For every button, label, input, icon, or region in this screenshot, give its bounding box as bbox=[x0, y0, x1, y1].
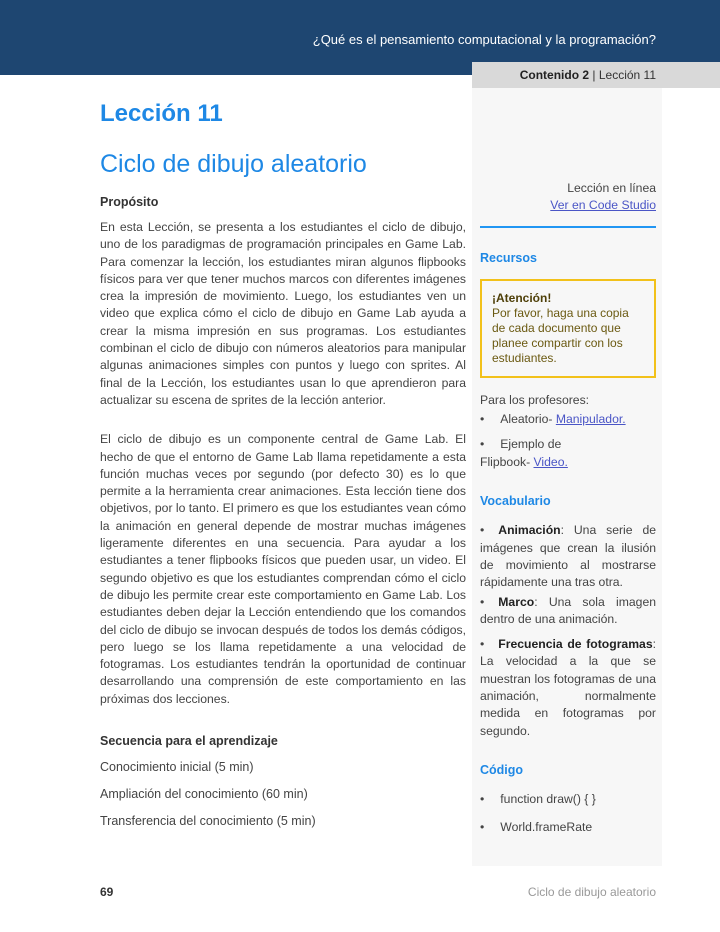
vocab-term: Frecuencia de fotogramas bbox=[498, 637, 653, 652]
resource-item bbox=[480, 436, 590, 471]
lesson-subtitle: Ciclo de dibujo aleatorio bbox=[100, 150, 367, 178]
purpose-heading: Propósito bbox=[100, 195, 159, 209]
vocab-term: Animación bbox=[498, 523, 561, 538]
breadcrumb bbox=[472, 62, 720, 88]
code-item bbox=[480, 791, 656, 808]
code-heading: Código bbox=[480, 762, 524, 777]
header-title: ¿Qué es el pensamiento computacional y la programación? bbox=[312, 32, 656, 47]
code-item bbox=[480, 819, 656, 836]
bullet: • bbox=[480, 412, 485, 427]
resource-text: Ejemplo de Flipbook- bbox=[480, 437, 562, 469]
resource-text: Aleatorio- bbox=[500, 412, 556, 427]
alert-title: ¡Atención! bbox=[492, 290, 552, 305]
sequence-item: Transferencia del conocimiento (5 min) bbox=[100, 814, 316, 829]
vocab-definition: : Una serie de imágenes que crean la ilusión de movimiento al mostrarse rápidamente una tras otra. bbox=[480, 523, 656, 590]
sequence-item: Ampliación del conocimiento (60 min) bbox=[100, 787, 308, 802]
online-label: Lección en línea bbox=[567, 181, 656, 195]
bullet: • bbox=[480, 637, 485, 652]
manipulador-link[interactable]: Manipulador. bbox=[555, 412, 626, 427]
bullet: • bbox=[480, 594, 485, 609]
resource-item bbox=[480, 411, 656, 428]
bullet: • bbox=[480, 792, 485, 807]
vocab-item bbox=[480, 594, 656, 629]
vocab-item bbox=[480, 636, 656, 740]
resources-heading: Recursos bbox=[480, 250, 537, 265]
attention-box bbox=[480, 279, 656, 378]
sidebar-content bbox=[480, 180, 656, 844]
vocab-item bbox=[480, 522, 656, 591]
code-text: World.frameRate bbox=[500, 819, 593, 834]
divider bbox=[480, 226, 656, 228]
sequence-item: Conocimiento inicial (5 min) bbox=[100, 760, 254, 775]
paragraph: En esta Lección, se presenta a los estudiantes el ciclo de dibujo, uno de los paradigmas de programación principales en Game Lab. Para comenzar la lección, los estudiantes miran algunos flipbooks físicos para ver que tener muchos marcos con diferentes imágenes crea la impresión de movimiento. Luego, los estudiantes ven un video que explica cómo el ciclo de dibujo en Game Lab ayuda a crear la misma impresión en sus programas. Los estudiantes combinan el ciclo de dibujo con números aleatorios para manipular algunas animaciones simples con puntos y luego con sprites. Al final de la Lección, los estudiantes usan lo que aprendieron para actualizar su escena de sprites de la lección anterior. bbox=[100, 220, 466, 407]
breadcrumb-separator: | bbox=[589, 68, 599, 82]
video-link[interactable]: Video. bbox=[533, 454, 568, 469]
vocab-definition: : La velocidad a la que se muestran los fotogramas de una animación, normalmente medida en fotogramas por segundo. bbox=[480, 637, 656, 738]
vocab-term: Marco bbox=[498, 594, 535, 609]
bullet: • bbox=[480, 437, 485, 452]
vocab-definition: : Una sola imagen dentro de una animación. bbox=[480, 594, 656, 626]
teachers-label: Para los profesores: bbox=[480, 392, 590, 407]
code-text: function draw() { } bbox=[500, 792, 596, 807]
sequence-heading: Secuencia para el aprendizaje bbox=[100, 734, 278, 749]
lesson-title: Lección 11 bbox=[100, 100, 223, 127]
alert-text: Por favor, haga una copia de cada documento que planee compartir con los estudiantes. bbox=[492, 305, 629, 365]
code-studio-link[interactable]: Ver en Code Studio bbox=[550, 198, 656, 213]
vocabulary-heading: Vocabulario bbox=[480, 494, 551, 509]
paragraph: El ciclo de dibujo es un componente central de Game Lab. El hecho de que el entorno de Game Lab llama repetidamente a esta función muchas veces por segundo (por defecto 30) es lo que permite a la herramienta crear animaciones. Esta lección tiene dos objetivos, por lo tanto. El primero es que los estudiantes vean cómo la animación en general depende de mostrar muchas imágenes ligeramente diferentes en una secuencia. Para ayudar a los estudiantes a tener flipbooks físicos que pueden usar, un video. El segundo objetivo es que los estudiantes comprendan cómo el ciclo de dibujo les permite crear este comportamiento en Game Lab. Los estudiantes deben dejar la Lección entendiendo que los comandos del ciclo de dibujo se invocan después de todos los demás códigos, pero luego se los llama repetidamente a una velocidad de fotogramas. Los estudiantes tendrán la oportunidad de continuar desarrollando una comprensión de este comportamiento en las próximas dos lecciones. bbox=[100, 432, 466, 706]
bullet: • bbox=[480, 819, 485, 834]
bullet: • bbox=[480, 523, 485, 538]
breadcrumb-content: Contenido 2 bbox=[519, 68, 590, 82]
main-content bbox=[100, 100, 466, 841]
footer-title: Ciclo de dibujo aleatorio bbox=[527, 885, 656, 899]
breadcrumb-lesson: Lección 11 bbox=[598, 68, 656, 82]
page-number: 69 bbox=[100, 885, 114, 899]
